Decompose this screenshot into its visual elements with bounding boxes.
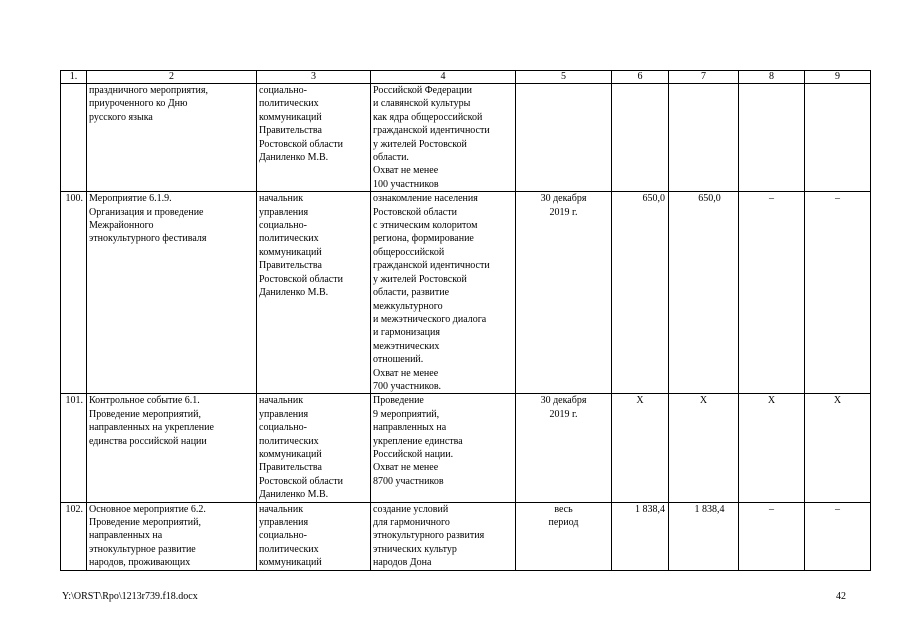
row-number: 102. (61, 502, 87, 570)
header-cell-6: 6 (612, 71, 669, 84)
event-name: праздничного мероприятия, приуроченного ко Дню русского языка (87, 84, 257, 192)
event-name: Основное мероприятие 6.2. Проведение мероприятий, направленных на этнокультурное развитие народов, проживающих (87, 502, 257, 570)
event-name: Мероприятие 6.1.9. Организация и проведение Межрайонного этнокультурного фестиваля (87, 192, 257, 394)
responsible: начальник управления социально- политических коммуникаций (257, 502, 371, 570)
amount-other: Х (805, 394, 871, 502)
expected-result: Российской Федерации и славянской культуры как ядра общероссийской гражданской идентичности у жителей Ростовской области. Охват не менее 100 участников (371, 84, 516, 192)
due-date: 30 декабря 2019 г. (516, 192, 612, 394)
amount-federal: – (739, 502, 805, 570)
amount-other: – (805, 502, 871, 570)
due-date (516, 84, 612, 192)
responsible: начальник управления социально- политических коммуникаций Правительства Ростовской области Даниленко М.В. (257, 394, 371, 502)
header-cell-9: 9 (805, 71, 871, 84)
responsible: начальник управления социально- политических коммуникаций Правительства Ростовской области Даниленко М.В. (257, 192, 371, 394)
amount-federal: – (739, 192, 805, 394)
table-row (61, 502, 871, 570)
table-row (61, 394, 871, 502)
row-number: 101. (61, 394, 87, 502)
amount-total (612, 84, 669, 192)
page-number: 42 (836, 591, 846, 602)
amount-other: – (805, 192, 871, 394)
amount-regional: 1 838,4 (669, 502, 739, 570)
file-path: Y:\ORST\Rpo\1213r739.f18.docx (62, 591, 198, 602)
header-cell-5: 5 (516, 71, 612, 84)
row-number: 100. (61, 192, 87, 394)
header-cell-1: 1. (61, 71, 87, 84)
plan-table (60, 70, 871, 571)
amount-federal (739, 84, 805, 192)
amount-other (805, 84, 871, 192)
amount-total: Х (612, 394, 669, 502)
expected-result: создание условий для гармоничного этнокультурного развития этнических культур народов Дона (371, 502, 516, 570)
amount-federal: Х (739, 394, 805, 502)
header-cell-2: 2 (87, 71, 257, 84)
amount-regional: Х (669, 394, 739, 502)
responsible: социально- политических коммуникаций Правительства Ростовской области Даниленко М.В. (257, 84, 371, 192)
header-cell-8: 8 (739, 71, 805, 84)
header-row (61, 71, 871, 84)
amount-total: 650,0 (612, 192, 669, 394)
header-cell-3: 3 (257, 71, 371, 84)
header-cell-4: 4 (371, 71, 516, 84)
due-date: весь период (516, 502, 612, 570)
header-cell-7: 7 (669, 71, 739, 84)
due-date: 30 декабря 2019 г. (516, 394, 612, 502)
table-row (61, 84, 871, 192)
amount-regional (669, 84, 739, 192)
amount-regional: 650,0 (669, 192, 739, 394)
expected-result: ознакомление населения Ростовской области с этническим колоритом региона, формирование общероссийской гражданской идентичности у жителей Ростовской области, развитие межкультурного и межэтнического диалога и гармонизация межэтнических отношений. Охват не менее 700 участников. (371, 192, 516, 394)
table-row (61, 192, 871, 394)
expected-result: Проведение 9 мероприятий, направленных на укрепление единства Российской нации. Охват не менее 8700 участников (371, 394, 516, 502)
amount-total: 1 838,4 (612, 502, 669, 570)
event-name: Контрольное событие 6.1. Проведение мероприятий, направленных на укрепление единства российской нации (87, 394, 257, 502)
row-number (61, 84, 87, 192)
